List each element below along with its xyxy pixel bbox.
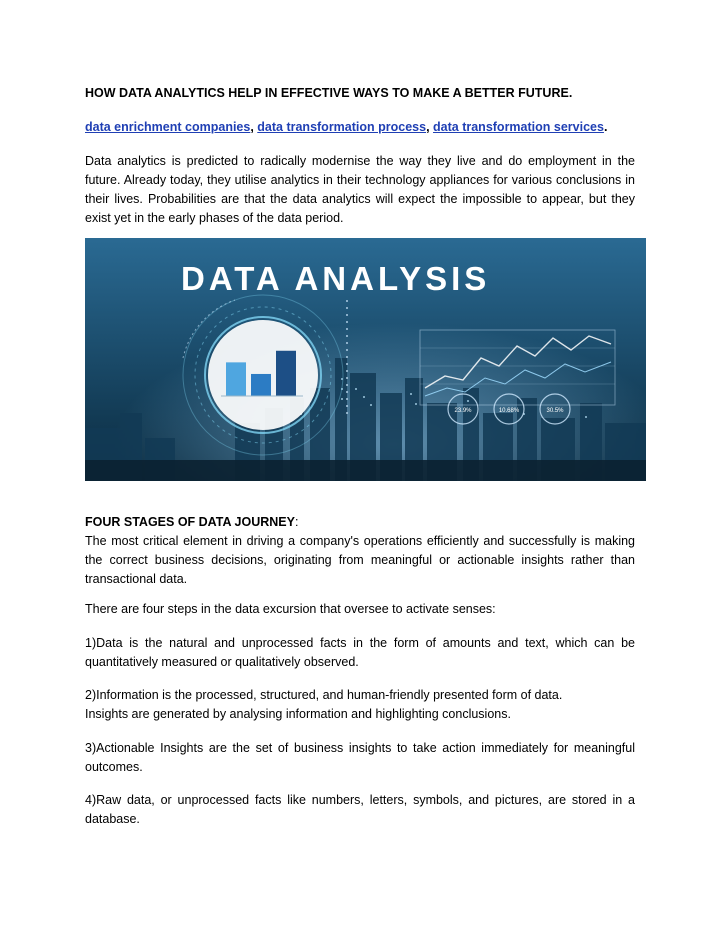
link-data-enrichment-companies[interactable]: data enrichment companies (85, 120, 251, 134)
link-terminator: . (603, 120, 608, 134)
step-2 (85, 686, 635, 724)
bar-icon-3 (276, 351, 296, 396)
step-3: 3)Actionable Insights are the set of business insights to take action immediately for meaningful outcomes. (85, 741, 635, 774)
step-2-line-2: Insights are generated by analysing information and highlighting conclusions. (85, 707, 511, 721)
section-heading-text: FOUR STAGES OF DATA JOURNEY (85, 515, 295, 529)
bar-icon-1 (226, 362, 246, 396)
circle-label-2: 10.68% (498, 408, 520, 414)
steps-intro: There are four steps in the data excursion that oversee to activate senses: (85, 602, 496, 616)
intro-paragraph: Data analytics is predicted to radically modernise the way they live and do employment in the future. Already today, they utilise analytics in their technology appliances for various conclusions in their lives. Probabilities are that the data analytics will expect the impossible to appear, but they exist yet in the early phases of the data period. (85, 154, 635, 225)
section-heading (85, 513, 635, 532)
hero-heading: DATA ANALYSIS (181, 260, 491, 297)
hero-image (85, 238, 646, 481)
section-heading-colon: : (294, 515, 299, 529)
step-1: 1)Data is the natural and unprocessed facts in the form of amounts and text, which can be quantitatively measured or qualitatively observed. (85, 636, 635, 669)
link-separator: , (250, 120, 258, 134)
data-analysis-illustration (85, 238, 646, 481)
link-data-transformation-services[interactable]: data transformation services (433, 120, 604, 134)
step-2-line-1: 2)Information is the processed, structured, and human-friendly presented form of data. (85, 688, 563, 702)
bar-icon-2 (251, 374, 271, 396)
circle-label-3: 30.5% (546, 408, 564, 414)
link-data-transformation-process[interactable]: data transformation process (257, 120, 427, 134)
link-separator: , (426, 120, 434, 134)
document-title: HOW DATA ANALYTICS HELP IN EFFECTIVE WAYS TO MAKE A BETTER FUTURE. (85, 86, 573, 100)
circle-label-1: 23.9% (454, 408, 472, 414)
related-links (85, 118, 635, 137)
section-paragraph: The most critical element in driving a company's operations efficiently and successfully is making the correct business decisions, originating from meaningful or actionable insights rather than transactional data. (85, 534, 635, 586)
step-4: 4)Raw data, or unprocessed facts like numbers, letters, symbols, and pictures, are stored in a database. (85, 793, 635, 826)
